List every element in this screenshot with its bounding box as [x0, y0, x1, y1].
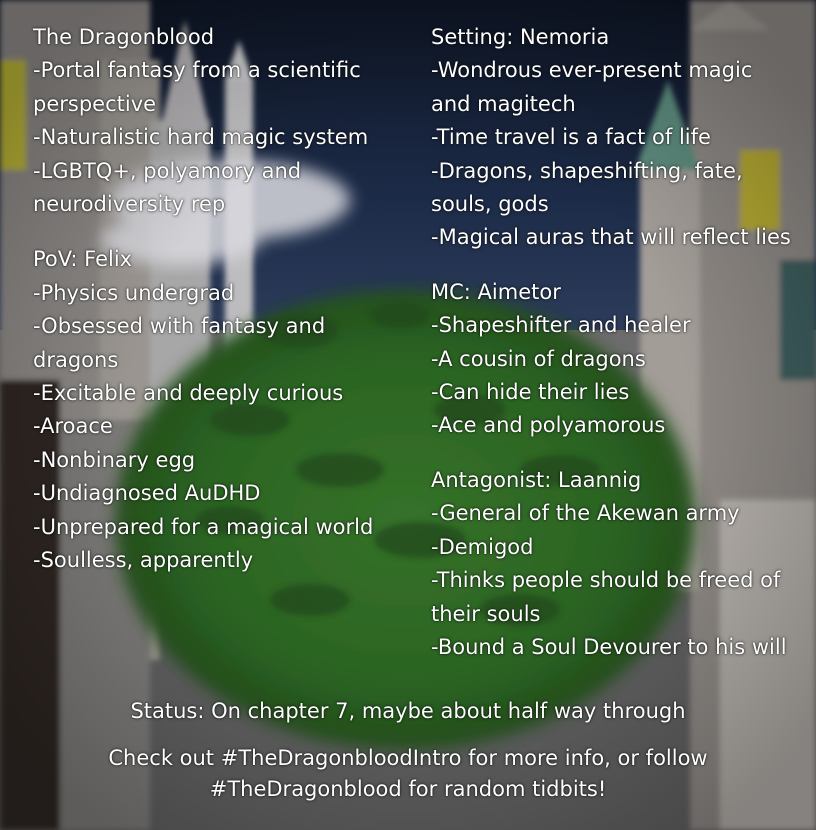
antagonist-line: -Bound a Soul Devourer to his will — [431, 634, 787, 659]
pov-line: -Soulless, apparently — [33, 548, 254, 573]
antagonist-section — [431, 464, 791, 664]
status-footer — [0, 696, 816, 727]
mc-line: -Shapeshifter and healer — [431, 313, 691, 338]
mc-title: MC: Aimetor — [431, 279, 561, 304]
pov-line: -Excitable and deeply curious — [33, 381, 344, 406]
setting-line: and magitech — [431, 91, 576, 116]
antagonist-line: their souls — [431, 601, 541, 626]
setting-line: -Time travel is a fact of life — [431, 125, 711, 150]
pov-line: -Obsessed with fantasy and — [33, 314, 326, 339]
status-text: Status: On chapter 7, maybe about half way through — [130, 699, 686, 723]
pov-line: dragons — [33, 347, 119, 372]
cta-line: #TheDragonblood for random tidbits! — [209, 777, 607, 801]
book-line: neurodiversity rep — [33, 192, 226, 217]
antagonist-title: Antagonist: Laannig — [431, 467, 642, 492]
book-line: -Naturalistic hard magic system — [33, 125, 369, 150]
book-title: The Dragonblood — [33, 25, 215, 49]
book-line: -Portal fantasy from a scientific — [33, 58, 361, 83]
book-line: perspective — [33, 91, 157, 116]
right-column — [431, 21, 791, 664]
setting-title: Setting: Nemoria — [431, 25, 610, 49]
mc-line: -Can hide their lies — [431, 380, 630, 405]
pov-line: -Nonbinary egg — [33, 447, 196, 472]
mc-line: -Ace and polyamorous — [431, 413, 666, 438]
antagonist-line: -Demigod — [431, 534, 534, 559]
cta-footer — [0, 743, 816, 805]
antagonist-line: -Thinks people should be freed of — [431, 568, 781, 593]
antagonist-line: -General of the Akewan army — [431, 501, 740, 526]
pov-title: PoV: Felix — [33, 247, 133, 272]
pov-line: -Physics undergrad — [33, 280, 235, 305]
pov-line: -Undiagnosed AuDHD — [33, 481, 261, 506]
setting-line: -Magical auras that will reflect lies — [431, 225, 791, 250]
setting-line: souls, gods — [431, 192, 549, 217]
pov-section — [33, 243, 373, 577]
pov-line: -Unprepared for a magical world — [33, 514, 374, 539]
setting-line: -Wondrous ever-present magic — [431, 58, 753, 83]
pov-line: -Aroace — [33, 414, 113, 439]
cta-line: Check out #TheDragonbloodIntro for more info, or follow — [108, 746, 708, 770]
left-column — [33, 21, 373, 578]
setting-line: -Dragons, shapeshifting, fate, — [431, 158, 743, 183]
setting-section — [431, 21, 791, 255]
book-section — [33, 21, 373, 221]
mc-section — [431, 276, 791, 443]
mc-line: -A cousin of dragons — [431, 346, 646, 371]
book-line: -LGBTQ+, polyamory and — [33, 158, 302, 183]
